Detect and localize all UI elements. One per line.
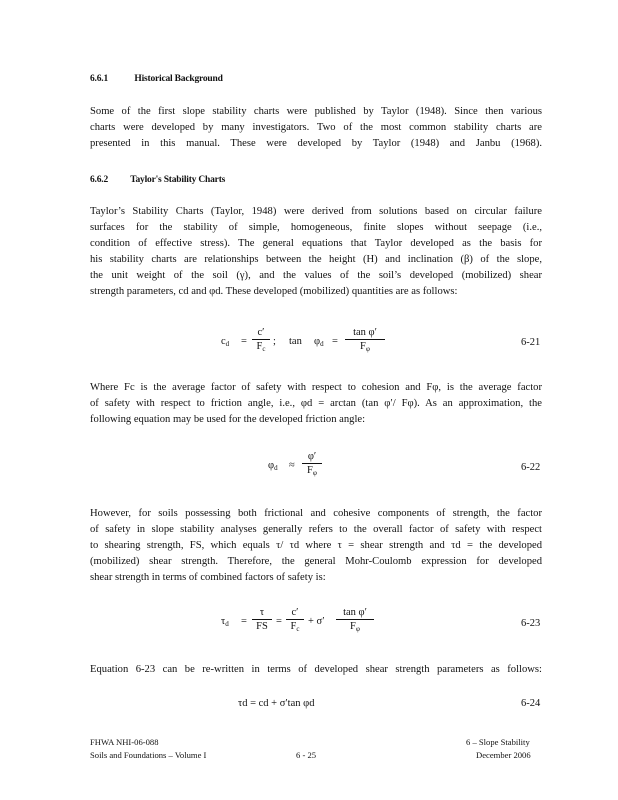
section-heading-6-6-2 <box>90 175 225 185</box>
equation-number: 6-23 <box>521 618 541 629</box>
text-line: of safety in slope stability analyses generally refers to the overall factor of safety with respect <box>90 524 542 535</box>
fraction-numerator: c′ <box>252 327 270 340</box>
fraction-c-over-fc <box>286 607 304 633</box>
fraction-numerator: tan φ′ <box>345 327 385 340</box>
text-line: shear strength in terms of combined factors of safety is: <box>90 572 326 583</box>
fraction-phi-over-fphi <box>302 451 322 477</box>
paragraph-history <box>90 104 542 152</box>
fraction-denominator: $F_c$ <box>256 341 266 353</box>
fraction-numerator: τ <box>252 607 272 620</box>
footer-page-number: 6 - 25 <box>296 750 317 760</box>
eq-equals: = <box>241 616 247 627</box>
eq-lhs-cd: $c_d$ <box>221 336 230 348</box>
section-number: 6.6.2 <box>90 175 109 185</box>
eq-equals: = <box>276 616 282 627</box>
eq-equals: = <box>332 336 338 347</box>
eq-lhs-tau-d: $\tau_d$ <box>221 616 229 628</box>
fraction-tau-over-fs <box>252 607 272 632</box>
text-line: to shearing strength, FS, which equals τ/ τd where τ = shear strength and τd = the developed <box>90 540 542 551</box>
fraction-numerator: φ′ <box>302 451 322 464</box>
fraction-numerator: c′ <box>286 607 304 620</box>
fraction-tan-phi-over-fphi <box>345 327 385 353</box>
text-line: presented in this manual. These were developed by Taylor (1948) and Janbu (1968). <box>90 138 542 149</box>
paragraph-where <box>90 380 542 428</box>
fraction-denominator: $F_\varphi$ <box>307 465 317 477</box>
fraction-denominator: $F_\varphi$ <box>360 341 370 353</box>
text-line: his stability charts are relationships between the height (H) and inclination (β) of the slope, <box>90 254 542 265</box>
eq-phi-d: $\varphi_d$ <box>314 336 324 348</box>
text-line: However, for soils possessing both frictional and cohesive components of strength, the factor <box>90 508 542 519</box>
section-heading-6-6-1 <box>90 74 223 84</box>
fraction-denominator: $F_\varphi$ <box>350 621 360 633</box>
text-line: surfaces for the stability of simple, homogeneous, finite slopes without seepage (i.e., <box>90 222 542 233</box>
fraction-tan-phi-over-fphi <box>336 607 374 633</box>
text-line: Equation 6-23 can be re-written in terms of developed shear strength parameters as follows: <box>90 664 542 675</box>
section-title: Historical Background <box>134 74 223 84</box>
eq-approx: ≈ <box>289 460 295 471</box>
footer-date: December 2006 <box>476 750 531 760</box>
text-line: Some of the first slope stability charts were published by Taylor (1948). Since then various <box>90 106 542 117</box>
equation-number: 6-22 <box>521 462 541 473</box>
fraction-c-over-fc <box>252 327 270 353</box>
eq-plus-sigma: + σ′ <box>308 616 325 627</box>
footer-report-id: FHWA NHI-06-088 <box>90 737 159 747</box>
text-line: condition of effective stress). The general equations that Taylor developed as the basis for <box>90 238 542 249</box>
eq-equals: = <box>241 336 247 347</box>
text-line: Where Fc is the average factor of safety with respect to cohesion and Fφ, is the average factor <box>90 382 542 393</box>
fraction-numerator: tan φ′ <box>336 607 374 620</box>
section-number: 6.6.1 <box>90 74 109 84</box>
eq-lhs-phi-d: $\varphi_d$ <box>268 460 278 472</box>
paragraph-taylor-charts <box>90 204 542 300</box>
eq-separator: ; <box>273 336 276 347</box>
text-line: charts were developed by many investigators. Two of the most common stability charts are <box>90 122 542 133</box>
fraction-denominator: FS <box>256 621 268 632</box>
footer-chapter: 6 – Slope Stability <box>466 737 530 747</box>
equation-text: τd = cd + σ′tan φd <box>238 698 315 709</box>
equation-number: 6-21 <box>521 337 541 348</box>
eq-tan: tan <box>289 336 302 347</box>
paragraph-rewritten <box>90 662 542 678</box>
fraction-denominator: $F_c$ <box>290 621 300 633</box>
text-line: of safety with respect to friction angle, i.e., φd = arctan (tan φ′/ Fφ). As an approximation, the <box>90 398 542 409</box>
section-title: Taylor's Stability Charts <box>130 175 226 185</box>
text-line: following equation may be used for the developed friction angle: <box>90 414 366 425</box>
paragraph-however <box>90 506 542 586</box>
text-line: the unit weight of the soil (γ), and the values of the soil’s developed (mobilized) shear <box>90 270 542 281</box>
text-line: (mobilized) shear strength. Therefore, the general Mohr-Coulomb expression for developed <box>90 556 542 567</box>
equation-number: 6-24 <box>521 698 541 709</box>
footer-title: Soils and Foundations – Volume I <box>90 750 207 760</box>
text-line: Taylor’s Stability Charts (Taylor, 1948) were derived from solutions based on circular failure <box>90 206 542 217</box>
text-line: strength parameters, cd and φd. These developed (mobilized) quantities are as follows: <box>90 286 458 297</box>
